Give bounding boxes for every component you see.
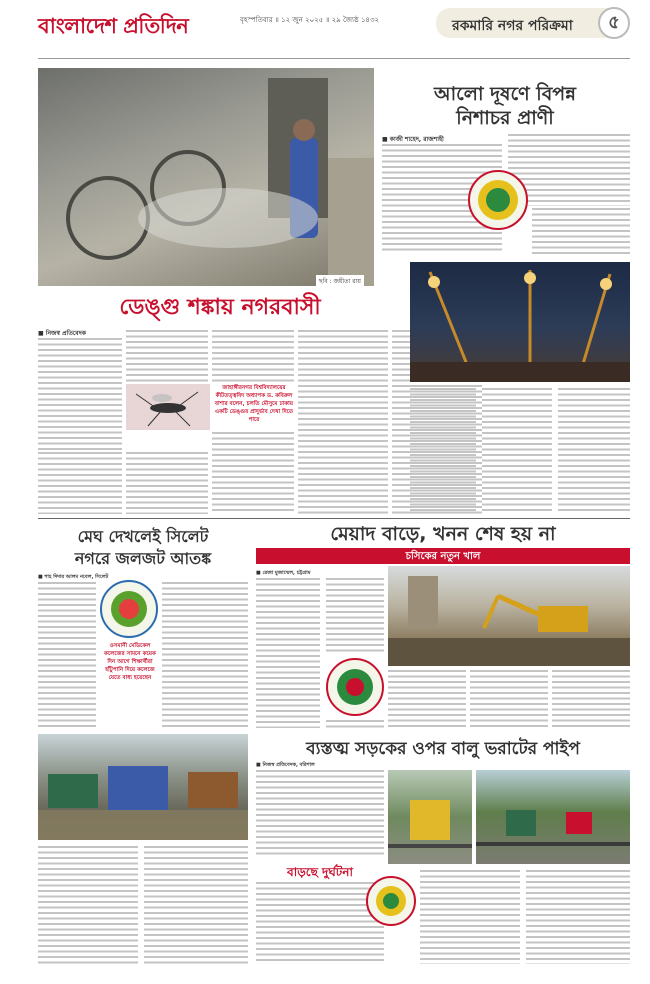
barishal-emblem-icon (368, 878, 414, 924)
ctg-emblem-icon (328, 660, 382, 714)
page-header (0, 0, 650, 60)
excavator-scene (388, 566, 630, 666)
sylhet-body-col-2 (162, 582, 248, 730)
ctg-headline: মেয়াদ বাড়ে, খনন শেষ হয় না (330, 523, 556, 545)
pipe-body-col-4 (526, 870, 630, 964)
ctg-body-col-4 (470, 670, 548, 728)
city-emblem-icon (470, 172, 526, 228)
sylhet-flood-photo (38, 734, 248, 840)
sylhet-city-corporation-logo (100, 580, 158, 638)
pipe-body-col-3 (420, 870, 520, 964)
section-title: রকমারি নগর পরিক্রমা (452, 18, 573, 34)
barishal-city-corporation-logo (366, 876, 416, 926)
mosquito-illustration (126, 384, 210, 430)
dengue-pull-quote: জাহাঙ্গীরনগর বিশ্ববিদ্যালয়ের কীটতত্ত্ববিদ অধ্যাপক ড. কবিরুল বাশার বলেন, চলতি মৌসুমে ঢাকায় একটি ডেঙ্গুর প্রাদুর্ভাব দেখা দিতে পারে (214, 385, 294, 423)
sylhet-body-col-4 (144, 846, 248, 964)
sylhet-pull-quote: ওসমানী মেডিকেল কলেজের সামনে কয়েক দিন আগে শিক্ষার্থীরা হাঁটুপানি দিয়ে কলেজে যেতে বাধ্য হয়েছেন (104, 643, 156, 681)
page-number: ৫ (598, 7, 630, 39)
light-byline: ■ কাজী শাহেদ, রাজশাহী (382, 136, 444, 143)
ctg-body-col-1 (256, 578, 320, 728)
dengue-headline: ডেঙ্গু শঙ্কায় নগরবাসী (119, 295, 321, 320)
dengue-body-col-2b (126, 452, 208, 514)
dengue-body-col-3b (212, 432, 294, 514)
road-pipe-scene-1 (388, 770, 472, 864)
sylhet-emblem-icon (102, 582, 156, 636)
light-headline-2: নিশাচর প্রাণী (456, 107, 554, 129)
dengue-body-col-4 (298, 330, 388, 514)
pipe-photo-1 (388, 770, 472, 864)
sylhet-body-col-3 (38, 846, 138, 964)
sylhet-byline: ■ শাহ দিদার আলম নবেল, সিলেট (38, 574, 109, 580)
pipe-subheadline: বাড়ছে দুর্ঘটনা (287, 865, 353, 879)
dengue-body-col-1 (38, 338, 122, 452)
rajshahi-city-corporation-logo (468, 170, 528, 230)
mosquito-icon (126, 384, 210, 430)
light-body-col-3 (532, 208, 630, 254)
pipe-byline: ■ নিজস্ব প্রতিবেদক, বরিশাল (256, 762, 315, 768)
fogging-scene-illustration (38, 68, 374, 286)
chattogram-city-corporation-logo (326, 658, 384, 716)
sylhet-headline-2: নগরে জলজট আতঙ্ক (74, 549, 212, 568)
ctg-body-col-5 (552, 670, 630, 728)
dengue-body-col-1b (38, 452, 122, 514)
sylhet-body-col-1 (38, 582, 96, 730)
light-body-col-4 (410, 388, 476, 514)
dengue-body-col-3a (212, 330, 294, 382)
masthead: বাংলাদেশ প্রতিদিন (38, 13, 189, 38)
light-headline-1: আলো দূষণে বিপন্ন (433, 83, 577, 105)
pipe-body-col-1 (256, 770, 384, 858)
header-rule (38, 58, 630, 59)
dengue-body-col-2a (126, 330, 208, 382)
street-lights-photo (410, 262, 630, 382)
pipe-photo-2 (476, 770, 630, 864)
pipe-body-col-2 (256, 882, 384, 964)
sylhet-headline-1: মেঘ দেখলেই সিলেট (77, 527, 209, 546)
date-line: বৃহস্পতিবার ॥ ১২ জুন ২০২৫ ॥ ২৯ জ্যৈষ্ঠ ১৪৩২ (240, 16, 380, 24)
dengue-byline: ■ নিজস্ব প্রতিবেদক (38, 330, 86, 337)
section-divider (38, 518, 630, 519)
light-body-col-6 (558, 388, 630, 514)
waterlogged-street-scene (38, 734, 248, 840)
ctg-subheadline: চসিকের নতুন খাল (405, 551, 481, 562)
ctg-body-col-2a (326, 578, 384, 654)
light-body-col-5 (482, 388, 552, 514)
ctg-byline: ■ রেজা মুজাম্মেল, চট্টগ্রাম (256, 570, 311, 576)
ctg-body-col-3 (388, 670, 466, 728)
pipe-headline: ব্যস্তত্ম সড়কের ওপর বালু ভরাটের পাইপ (306, 739, 580, 759)
canal-excavation-photo (388, 566, 630, 666)
dengue-photo (38, 68, 374, 286)
ctg-body-col-2b (326, 720, 384, 728)
road-pipe-scene-2 (476, 770, 630, 864)
photo-credit: ছবি : জয়ীতা রায় (316, 275, 364, 288)
street-lamp-scene (410, 262, 630, 382)
